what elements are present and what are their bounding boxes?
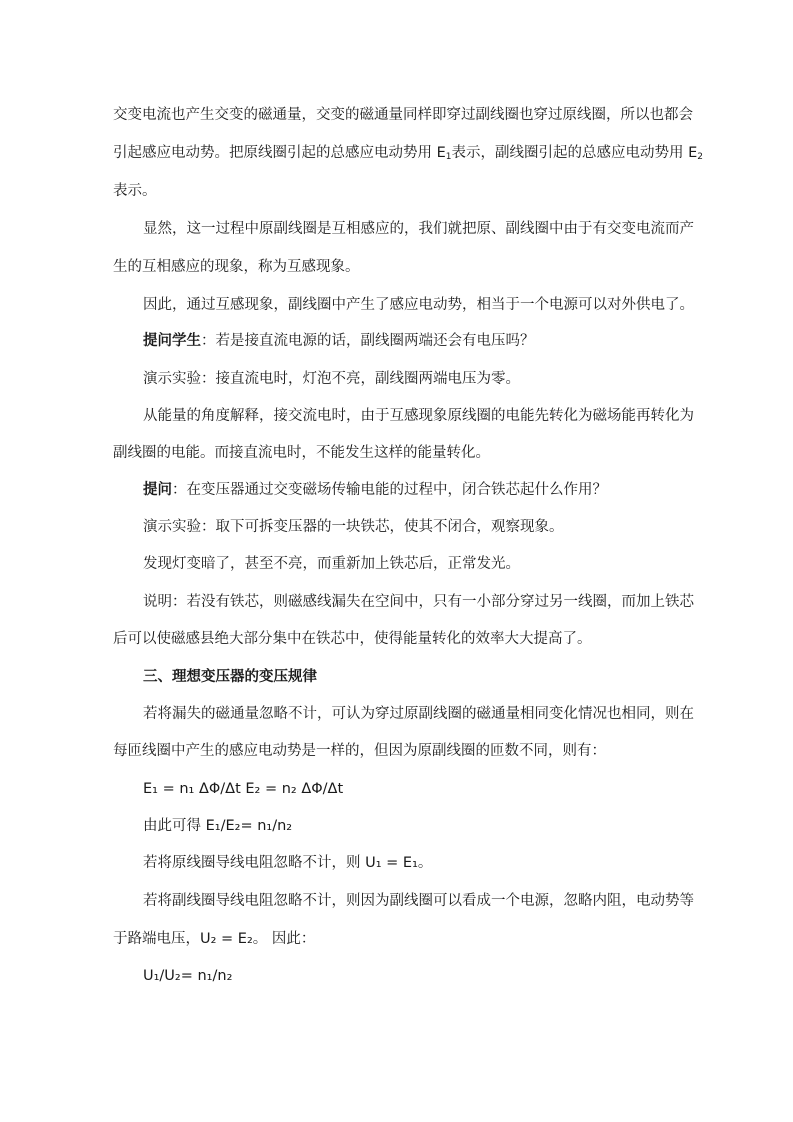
text-span: 表示，副线圈引起的总感应电动势用 E xyxy=(451,145,698,161)
equation: 由此可得 E₁/E₂= n₁/n₂ xyxy=(143,818,293,834)
paragraph-line: 从能量的角度解释，接交流电时，由于互感现象原线圈的电能先转化为磁场能再转化为 xyxy=(143,408,694,424)
section-heading: 三、理想变压器的变压规律 xyxy=(143,669,317,685)
equation: U₁/U₂= n₁/n₂ xyxy=(143,968,233,984)
paragraph-line: 演示实验：接直流电时，灯泡不亮，副线圈两端电压为零。 xyxy=(143,371,520,387)
question-label: 提问学生 xyxy=(143,333,201,349)
paragraph-line: 副线圈的电能。而接直流电时，不能发生这样的能量转化。 xyxy=(113,445,490,461)
paragraph-line: 若将漏失的磁通量忽略不计，可认为穿过原副线圈的磁通量相同变化情况也相同，则在 xyxy=(143,706,694,722)
question-text: ：在变压器通过交变磁场传输电能的过程中，闭合铁芯起什么作用？ xyxy=(172,482,607,498)
paragraph-line: 说明：若没有铁芯，则磁感线漏失在空间中，只有一小部分穿过另一线圈，而加上铁芯 xyxy=(143,594,694,610)
paragraph-line: 后可以使磁感县绝大部分集中在铁芯中，使得能量转化的效率大大提高了。 xyxy=(113,631,592,647)
question-line xyxy=(143,480,607,500)
paragraph-line: 表示。 xyxy=(113,183,157,199)
paragraph-line: 于路端电压，U₂ = E₂。 因此： xyxy=(113,931,316,947)
paragraph-line: 交变电流也产生交变的磁通量，交变的磁通量同样即穿过副线圈也穿过原线圈，所以也都会 xyxy=(113,107,693,123)
paragraph-line: 若将原线圈导线电阻忽略不计，则 U₁ = E₁。 xyxy=(143,855,433,871)
paragraph-line: 若将副线圈导线电阻忽略不计，则因为副线圈可以看成一个电源，忽略内阻，电动势等 xyxy=(143,893,694,909)
question-text: ：若是接直流电源的话，副线圈两端还会有电压吗？ xyxy=(201,333,535,349)
paragraph-line: 演示实验：取下可拆变压器的一块铁芯，使其不闭合，观察现象。 xyxy=(143,519,564,535)
paragraph-line: 生的互相感应的现象，称为互感现象。 xyxy=(113,259,360,275)
paragraph-line: 因此，通过互感现象，副线圈中产生了感应电动势，相当于一个电源可以对外供电了。 xyxy=(143,297,694,313)
paragraph-line: 每匝线圈中产生的感应电动势是一样的，但因为原副线圈的匝数不同，则有： xyxy=(113,743,606,759)
subscript: 2 xyxy=(697,152,704,162)
question-label: 提问 xyxy=(143,482,172,498)
equation: E₁ = n₁ ΔΦ/Δt E₂ = n₂ ΔΦ/Δt xyxy=(143,781,344,797)
question-line xyxy=(143,331,535,351)
paragraph-line: 显然，这一过程中原副线圈是互相感应的，我们就把原、副线圈中由于有交变电流而产 xyxy=(143,221,694,237)
paragraph-line xyxy=(113,143,703,163)
paragraph-line: 发现灯变暗了，甚至不亮，而重新加上铁芯后，正常发光。 xyxy=(143,556,520,572)
text-span: 引起感应电动势。把原线圈引起的总感应电动势用 E xyxy=(113,145,446,161)
subscript: 1 xyxy=(445,152,452,162)
